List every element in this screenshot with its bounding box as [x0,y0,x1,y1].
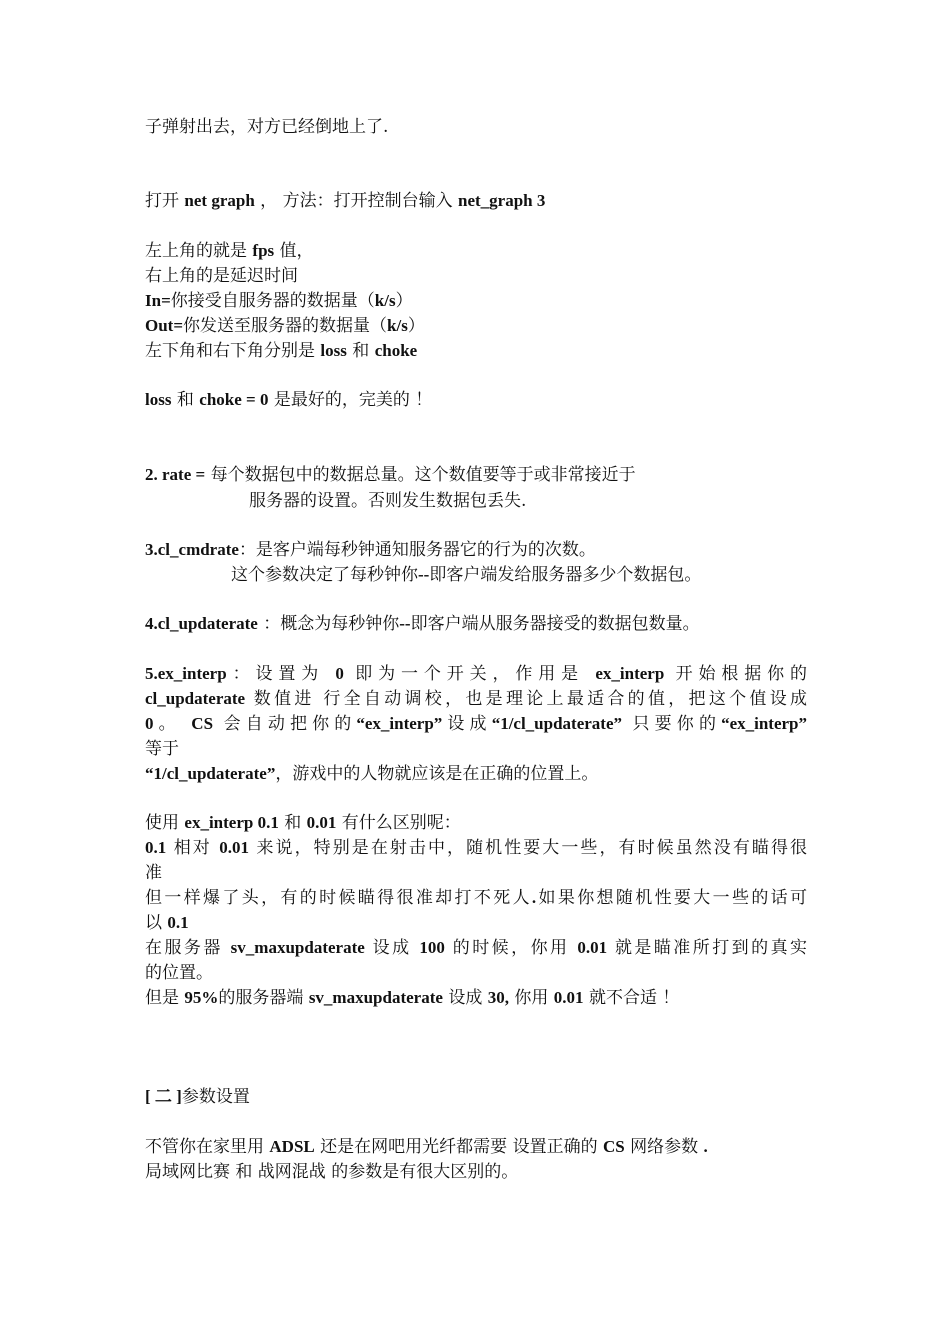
text: 设成 [442,988,488,1008]
text: 和 [171,390,200,410]
text: 的位置。 [145,963,213,983]
text: 的时候，你用 [444,938,578,958]
text: ：是客户端每秒钟通知服务器它的行为的次数。 [238,540,596,560]
text: ） [407,316,425,336]
bold-term: choke [374,341,418,360]
text: 来说，特别是在射击中，随机性要大一些，有时候虽然没有瞄得很 [249,838,807,858]
text: 服务器的设置。否则发生数据包丢失. [249,491,527,511]
text: 等于 [145,739,179,759]
bold-term: cl_updaterate [145,689,246,708]
diff-answer-2-cont [145,910,189,936]
text: 和 [346,341,375,361]
netgraph-line [145,188,545,214]
text: ） [395,291,413,311]
text: ：概念为每秒钟你 [257,614,400,634]
bold-term: 0 [335,664,344,683]
bold-term: 0.1 [145,838,167,857]
section-paragraph-1 [145,1134,708,1160]
text: 设成 [442,714,492,734]
text: 左下角和右下角分别是 [145,341,321,361]
text: 你发送至服务器的数据量（ [183,316,388,336]
bold-term: CS [602,1137,625,1156]
bold-term: k/s [387,316,408,335]
text: 就是瞄准所打到的真实 [607,938,808,958]
text: 每个数据包中的数据总量。这个数值要等于或非常接近于 [205,465,636,485]
text: 会自动把你的 [213,714,357,734]
rate-line [145,462,636,488]
diff-answer-1-cont [145,860,162,886]
intro-text: 子弹射出去，对方已经倒地上了. [145,117,389,137]
out-line [145,313,425,339]
text: 准 [145,863,162,883]
text: 只要你的 [622,714,722,734]
latency-line [145,263,298,289]
diff-answer-1 [145,835,807,861]
loss-choke-line [145,338,417,364]
text: 就不合适 ！ [583,988,680,1008]
bold-term: “1/cl_updaterate” [491,714,623,733]
bold-term: . [703,1137,708,1156]
cmdrate-line [145,537,596,563]
bold-term: In= [145,291,171,310]
text: 不管你在家里用 [145,1137,270,1157]
text: 网络参数 [624,1137,704,1157]
bold-term: k/s [374,291,396,310]
bold-term: sv_maxupdaterate [230,938,365,957]
text: 相对 [166,838,220,858]
bold-term: sv_maxupdaterate [308,988,443,1007]
text: 打开 [145,191,185,211]
diff-answer-3 [145,935,807,961]
bold-term: 100 [419,938,445,957]
text: 你用 [508,988,554,1008]
text: 值， [274,241,314,261]
cmdrate-continuation [231,562,701,588]
exinterp-line-5 [145,761,598,787]
bold-term: 2. rate = [145,465,206,484]
text: 是最好的，完美的 ！ [268,390,433,410]
text: 还是在网吧用光纤都需要 设置正确的 [314,1137,603,1157]
text: 开始根据你的 [664,664,807,684]
bold-term: ex_interp 0.1 [184,813,279,832]
bold-term: ADSL [269,1137,315,1156]
bold-term: Out= [145,316,184,335]
bold-term: 95% [184,988,219,1007]
bold-term: 0.01 [577,938,608,957]
text: 即客户端发给服务器多少个数据包。 [429,565,702,585]
text: 和 [278,813,307,833]
text: 左上角的就是 [145,241,253,261]
diff-question [145,810,461,836]
text: 你接受自服务器的数据量（ [170,291,375,311]
rate-continuation [249,488,526,514]
bold-term: -- [399,614,411,633]
bold-term: 30, [487,988,509,1007]
bold-term: CS [191,714,214,733]
text: ：设置为 [226,664,336,684]
bold-term: 0.1 [167,913,189,932]
bold-term: 0.01 [219,838,250,857]
bold-term: 0 [145,714,154,733]
bold-term: ex_interp [595,664,665,683]
exinterp-line-2 [145,686,807,712]
text: 以 [145,913,168,933]
text: 右上角的是延迟时间 [145,266,298,286]
bold-term: 0.01 [306,813,337,832]
heading-text: 参数设置 [181,1087,250,1107]
bold-term: 5.ex_interp [145,664,227,683]
updaterate-line [145,611,700,637]
text: 。 [153,714,192,734]
heading-bracket: [ 二 ] [145,1087,182,1106]
bold-term: “1/cl_updaterate” [145,764,276,783]
text: 如果你想随机性要大一些的话可 [536,888,808,908]
text: 但一样爆了头，有的时候瞄得很准却打不死人 [145,888,532,908]
text: 设成 [364,938,420,958]
text: 的服务器端 [218,988,309,1008]
text: ， 方法：打开控制台输入 [254,191,458,211]
bold-term: net graph [184,191,255,210]
bold-term: net_graph 3 [458,191,546,210]
fps-line [145,238,314,264]
text: 即客户端从服务器接受的数据包数量。 [410,614,700,634]
bold-term: -- [418,565,430,584]
in-line [145,288,413,314]
text: 有什么区别呢： [336,813,461,833]
exinterp-line-1 [145,661,807,687]
bold-term: 0.01 [553,988,584,1007]
bold-term: loss [145,390,172,409]
bold-term: loss [320,341,347,360]
bold-term: fps [252,241,275,260]
text: 即为一个开关，作用是 [343,664,596,684]
text: 但是 [145,988,185,1008]
diff-answer-3-cont [145,960,213,986]
bold-term: choke = 0 [199,390,269,409]
text: 在服务器 [145,938,231,958]
text: ，游戏中的人物就应该是在正确的位置上。 [275,764,599,784]
text: 局域网比赛 和 战网混战 的参数是有很大区别的。 [145,1162,519,1182]
text: 使用 [145,813,185,833]
bold-term: “ex_interp” [356,714,443,733]
text: 数值进 行全自动调校，也是理论上最适合的值，把这个值设成 [245,689,807,709]
section-heading [145,1084,250,1110]
bold-term: 3.cl_cmdrate [145,540,239,559]
exinterp-line-4 [145,736,179,762]
bold-term: . [531,888,537,907]
perfect-line [145,387,432,413]
exinterp-line-3 [145,711,807,737]
diff-answer-4 [145,985,679,1011]
diff-answer-2 [145,885,807,911]
intro-line [145,114,388,140]
bold-term: 4.cl_updaterate [145,614,258,633]
text: 这个参数决定了每秒钟你 [231,565,418,585]
bold-term: “ex_interp” [721,714,808,733]
section-paragraph-2 [145,1159,518,1185]
